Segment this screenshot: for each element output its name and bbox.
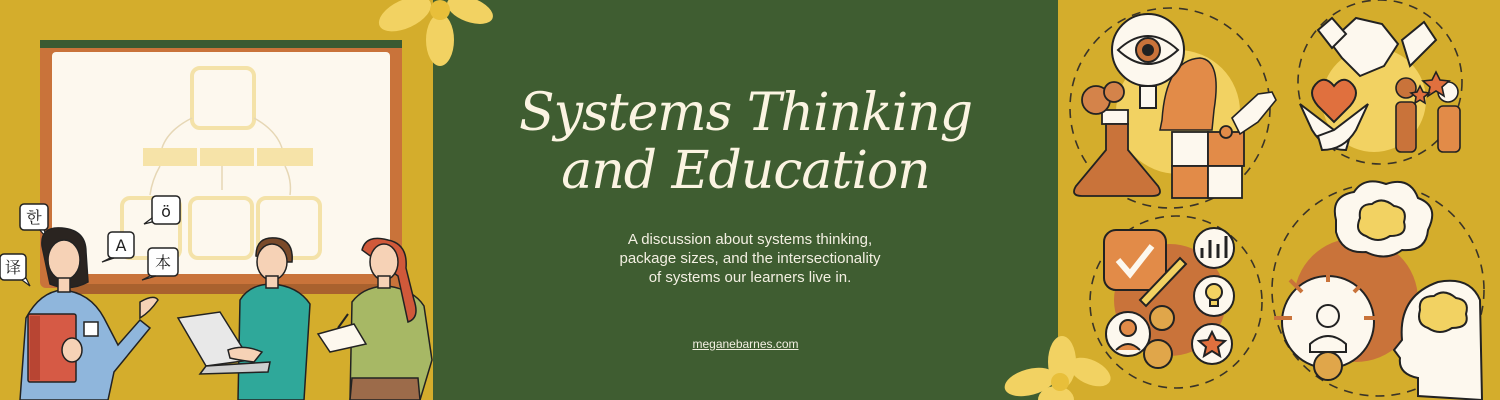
thought-brain-icon [1335,181,1432,256]
bubble-latin: A [115,236,127,255]
skills-cluster [1090,216,1262,388]
research-cluster [1070,8,1276,208]
bubble-kanji: 本 [154,253,172,272]
mindset-cluster [1272,181,1484,400]
people-icon [1396,72,1460,152]
bubble-chinese: 译 [4,258,22,277]
title-line-1: Systems Thinking [518,83,973,143]
subtitle [575,230,925,287]
title-line-2: and Education [561,141,930,201]
bubble-korean: 한 [26,208,42,227]
subtitle-line-1: A discussion about systems thinking, [627,231,873,248]
whiteboard [40,40,402,294]
star-badge-icon [1192,324,1232,364]
subtitle-line-3: of systems our learners live in. [648,269,852,286]
lightbulb-icon [1194,276,1234,316]
bubble-umlaut: ö [161,202,171,221]
community-cluster [1298,0,1462,164]
subtitle-line-2: package sizes, and the intersectionality [619,250,881,267]
page-title [433,84,1058,200]
website-link[interactable]: meganebarnes.com [692,337,799,351]
puzzle-icon [1172,126,1244,198]
chart-icon [1194,228,1234,268]
